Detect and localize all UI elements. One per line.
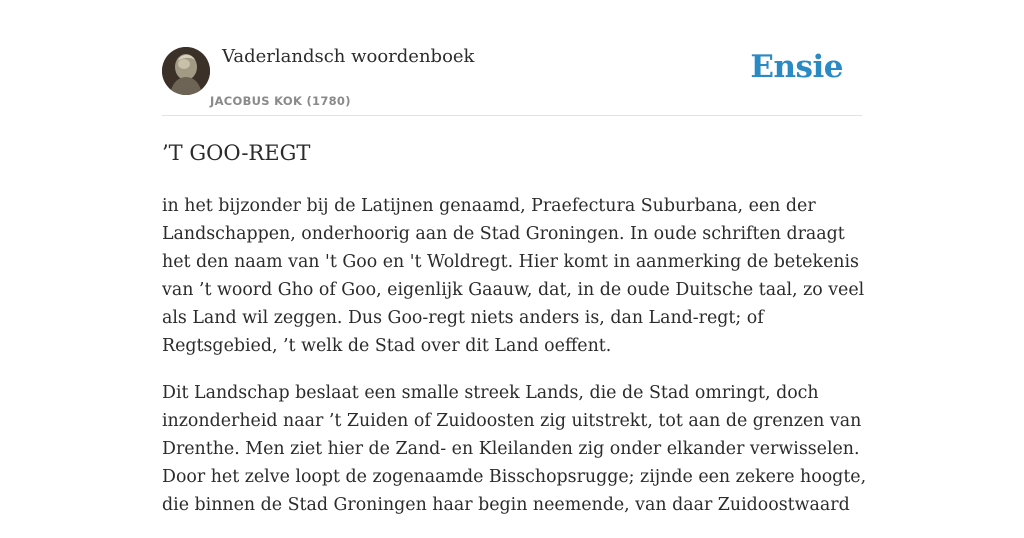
book-title[interactable]: Vaderlandsch woordenboek xyxy=(222,46,475,67)
entry-paragraph: in het bijzonder bij de Latijnen genaamd, Praefectura Suburbana, een der Landschappen, onderhoorig aan de Stad Groningen. In oude schriften draagt het den naam van 't Goo en 't Woldregt. Hier komt in aanmerking de betekenis van ’t woord Gho of Goo, eigenlijk Gaauw, dat, in de oude Duitsche taal, zo veel als Land wil zeggen. Dus Goo-regt niets anders is, dan Land-regt; of Regtsgebied, ’t welk de Stad over dit Land oeffent. xyxy=(162,196,865,356)
entry-paragraph: Dit Landschap beslaat een smalle streek Lands, die de Stad omringt, doch inzonderheid naar ’t Zuiden of Zuidoosten zig uitstrekt, tot aan de grenzen van Drenthe. Men ziet hier de Zand- en Kleilanden zig onder elkander verwisselen. Door het zelve loopt de zogenaamde Bisschopsrugge; zijnde een zekere hoogte, die binnen de Stad Groningen haar begin neemende, van daar Zuidoostwaard xyxy=(162,383,867,515)
entry-body xyxy=(162,192,867,538)
ensie-logo[interactable]: Ensie xyxy=(750,49,843,85)
header xyxy=(162,0,862,116)
author-name[interactable]: JACOBUS KOK (1780) xyxy=(210,94,351,108)
entry-title: ’T GOO-REGT xyxy=(162,141,311,165)
page xyxy=(162,0,867,515)
author-portrait-icon[interactable] xyxy=(162,47,210,95)
